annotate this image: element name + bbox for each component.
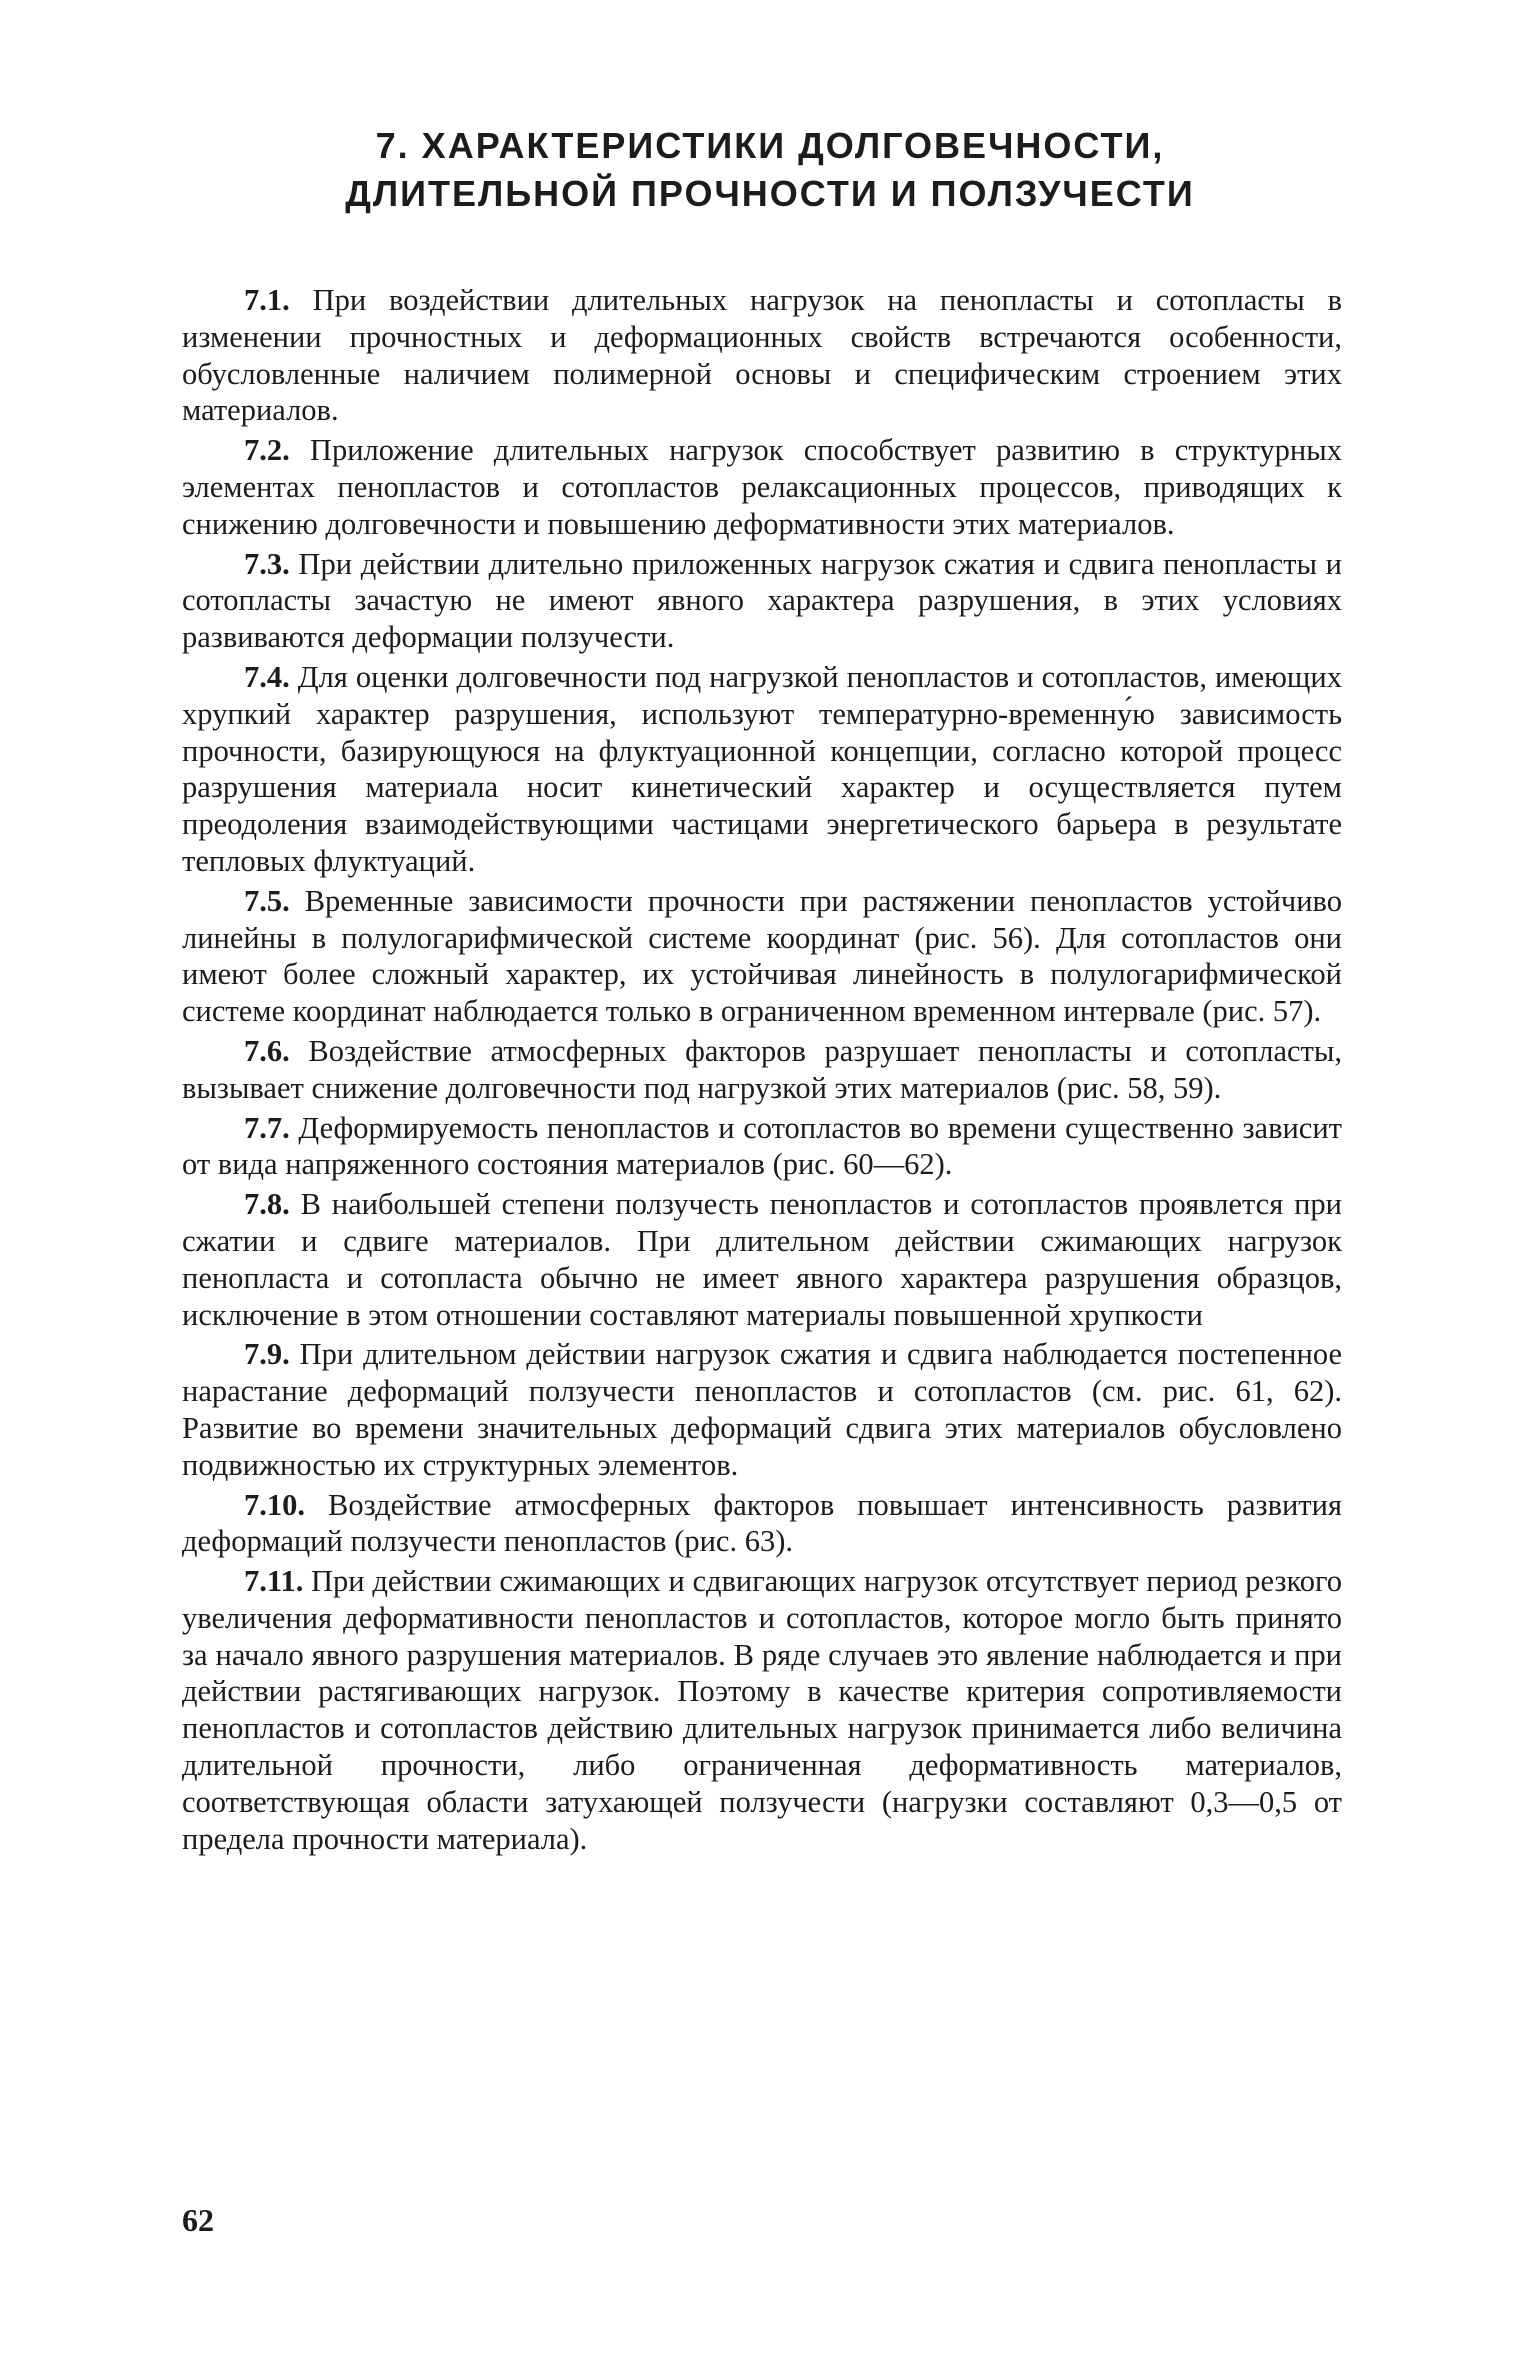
section-heading (180, 122, 1360, 218)
heading-line-1: 7. ХАРАКТЕРИСТИКИ ДОЛГОВЕЧНОСТИ, (375, 125, 1165, 166)
paragraph-7-1 (182, 282, 1342, 429)
paragraph-7-10 (182, 1487, 1342, 1561)
paragraph-7-7 (182, 1110, 1342, 1184)
paragraph-number: 7.6. (244, 1033, 290, 1068)
paragraph-7-2 (182, 432, 1342, 542)
paragraph-7-4 (182, 659, 1342, 880)
paragraph-text: При длительном действии нагрузок сжатия и сдвига наблюдается постепенное нарастание деформаций ползучести пенопластов и сотопластов (см. рис. 61, 62). Развитие во времени значительных деформаций сдвига этих материалов обусловлено подвижностью их структурных элементов. (182, 1337, 1342, 1482)
paragraph-number: 7.7. (244, 1110, 290, 1145)
paragraph-number: 7.11. (244, 1564, 304, 1599)
paragraph-text: При действии длительно приложенных нагрузок сжатия и сдвига пенопласты и сотопласты зачастую не имеют явного характера разрушения, в этих условиях развиваются деформации ползучести. (182, 546, 1342, 655)
paragraph-number: 7.3. (244, 546, 290, 581)
paragraph-text: Для оценки долговечности под нагрузкой пенопластов и сотопластов, имеющих хрупкий характер разрушения, используют температурно-временну́ю зависимость прочности, базирующуюся на флуктуационной концепции, согласно которой процесс разрушения материала носит кинетический характер и осуществляется путем преодоления взаимодействующими частицами энергетического барьера в результате тепловых флуктуаций. (182, 659, 1342, 878)
paragraph-number: 7.8. (244, 1187, 290, 1222)
heading-line-2: ДЛИТЕЛЬНОЙ ПРОЧНОСТИ И ПОЛЗУЧЕСТИ (345, 173, 1195, 214)
paragraph-number: 7.4. (244, 659, 290, 694)
paragraph-7-8 (182, 1186, 1342, 1333)
paragraph-text: Деформируемость пенопластов и сотопластов во времени существенно зависит от вида напряженного состояния материалов (рис. 60—62). (182, 1110, 1342, 1182)
paragraph-text: При воздействии длительных нагрузок на пенопласты и сотопласты в изменении прочностных и деформационных свойств встречаются особенности, обусловленные наличием полимерной основы и специфическим строением этих материалов. (182, 283, 1342, 428)
paragraph-number: 7.5. (244, 883, 290, 918)
paragraph-text: Приложение длительных нагрузок способствует развитию в структурных элементах пенопластов и сотопластов релаксационных процессов, приводящих к снижению долговечности и повышению деформативности этих материалов. (182, 433, 1342, 541)
paragraph-7-3 (182, 546, 1342, 656)
paragraph-7-9 (182, 1336, 1342, 1483)
section-body (182, 282, 1342, 1857)
page-number: 62 (182, 2202, 214, 2238)
paragraph-7-11 (182, 1563, 1342, 1857)
paragraph-number: 7.1. (244, 283, 290, 317)
paragraph-text: Воздействие атмосферных факторов разрушает пенопласты и сотопласты, вызывает снижение долговечности под нагрузкой этих материалов (рис. 58, 59). (182, 1033, 1342, 1105)
paragraph-number: 7.2. (244, 433, 290, 468)
paragraph-number: 7.9. (244, 1337, 290, 1372)
paragraph-text: Временные зависимости прочности при растяжении пенопластов устойчиво линейны в полулогарифмической системе координат (рис. 56). Для сотопластов они имеют более сложный характер, их устойчивая линейность в полулогарифмической системе координат наблюдается только в ограниченном временном интервале (рис. 57). (182, 883, 1342, 1029)
paragraph-text: В наибольшей степени ползучесть пенопластов и сотопластов проявлется при сжатии и сдвиге материалов. При длительном действии сжимающих нагрузок пенопласта и сотопласта обычно не имеет явного характера разрушения образцов, исключение в этом отношении составляют материалы повышенной хрупкости (182, 1187, 1342, 1332)
paragraph-text: При действии сжимающих и сдвигающих нагрузок отсутствует период резкого увеличения деформативности пенопластов и сотопластов, которое могло быть принято за начало явного разрушения материалов. В ряде случаев это явление наблюдается и при действии растягивающих нагрузок. Поэтому в качестве критерия сопротивляемости пенопластов и сотопластов действию длительных нагрузок принимается либо величина длительной прочности, либо ограниченная деформативность материалов, соответствующая области затухающей ползучести (нагрузки составляют 0,3—0,5 от предела прочности материала). (182, 1564, 1342, 1856)
paragraph-7-6 (182, 1033, 1342, 1107)
paragraph-7-5 (182, 883, 1342, 1030)
paragraph-text: Воздействие атмосферных факторов повышает интенсивность развития деформаций ползучести пенопластов (рис. 63). (182, 1487, 1342, 1559)
paragraph-number: 7.10. (244, 1487, 305, 1522)
